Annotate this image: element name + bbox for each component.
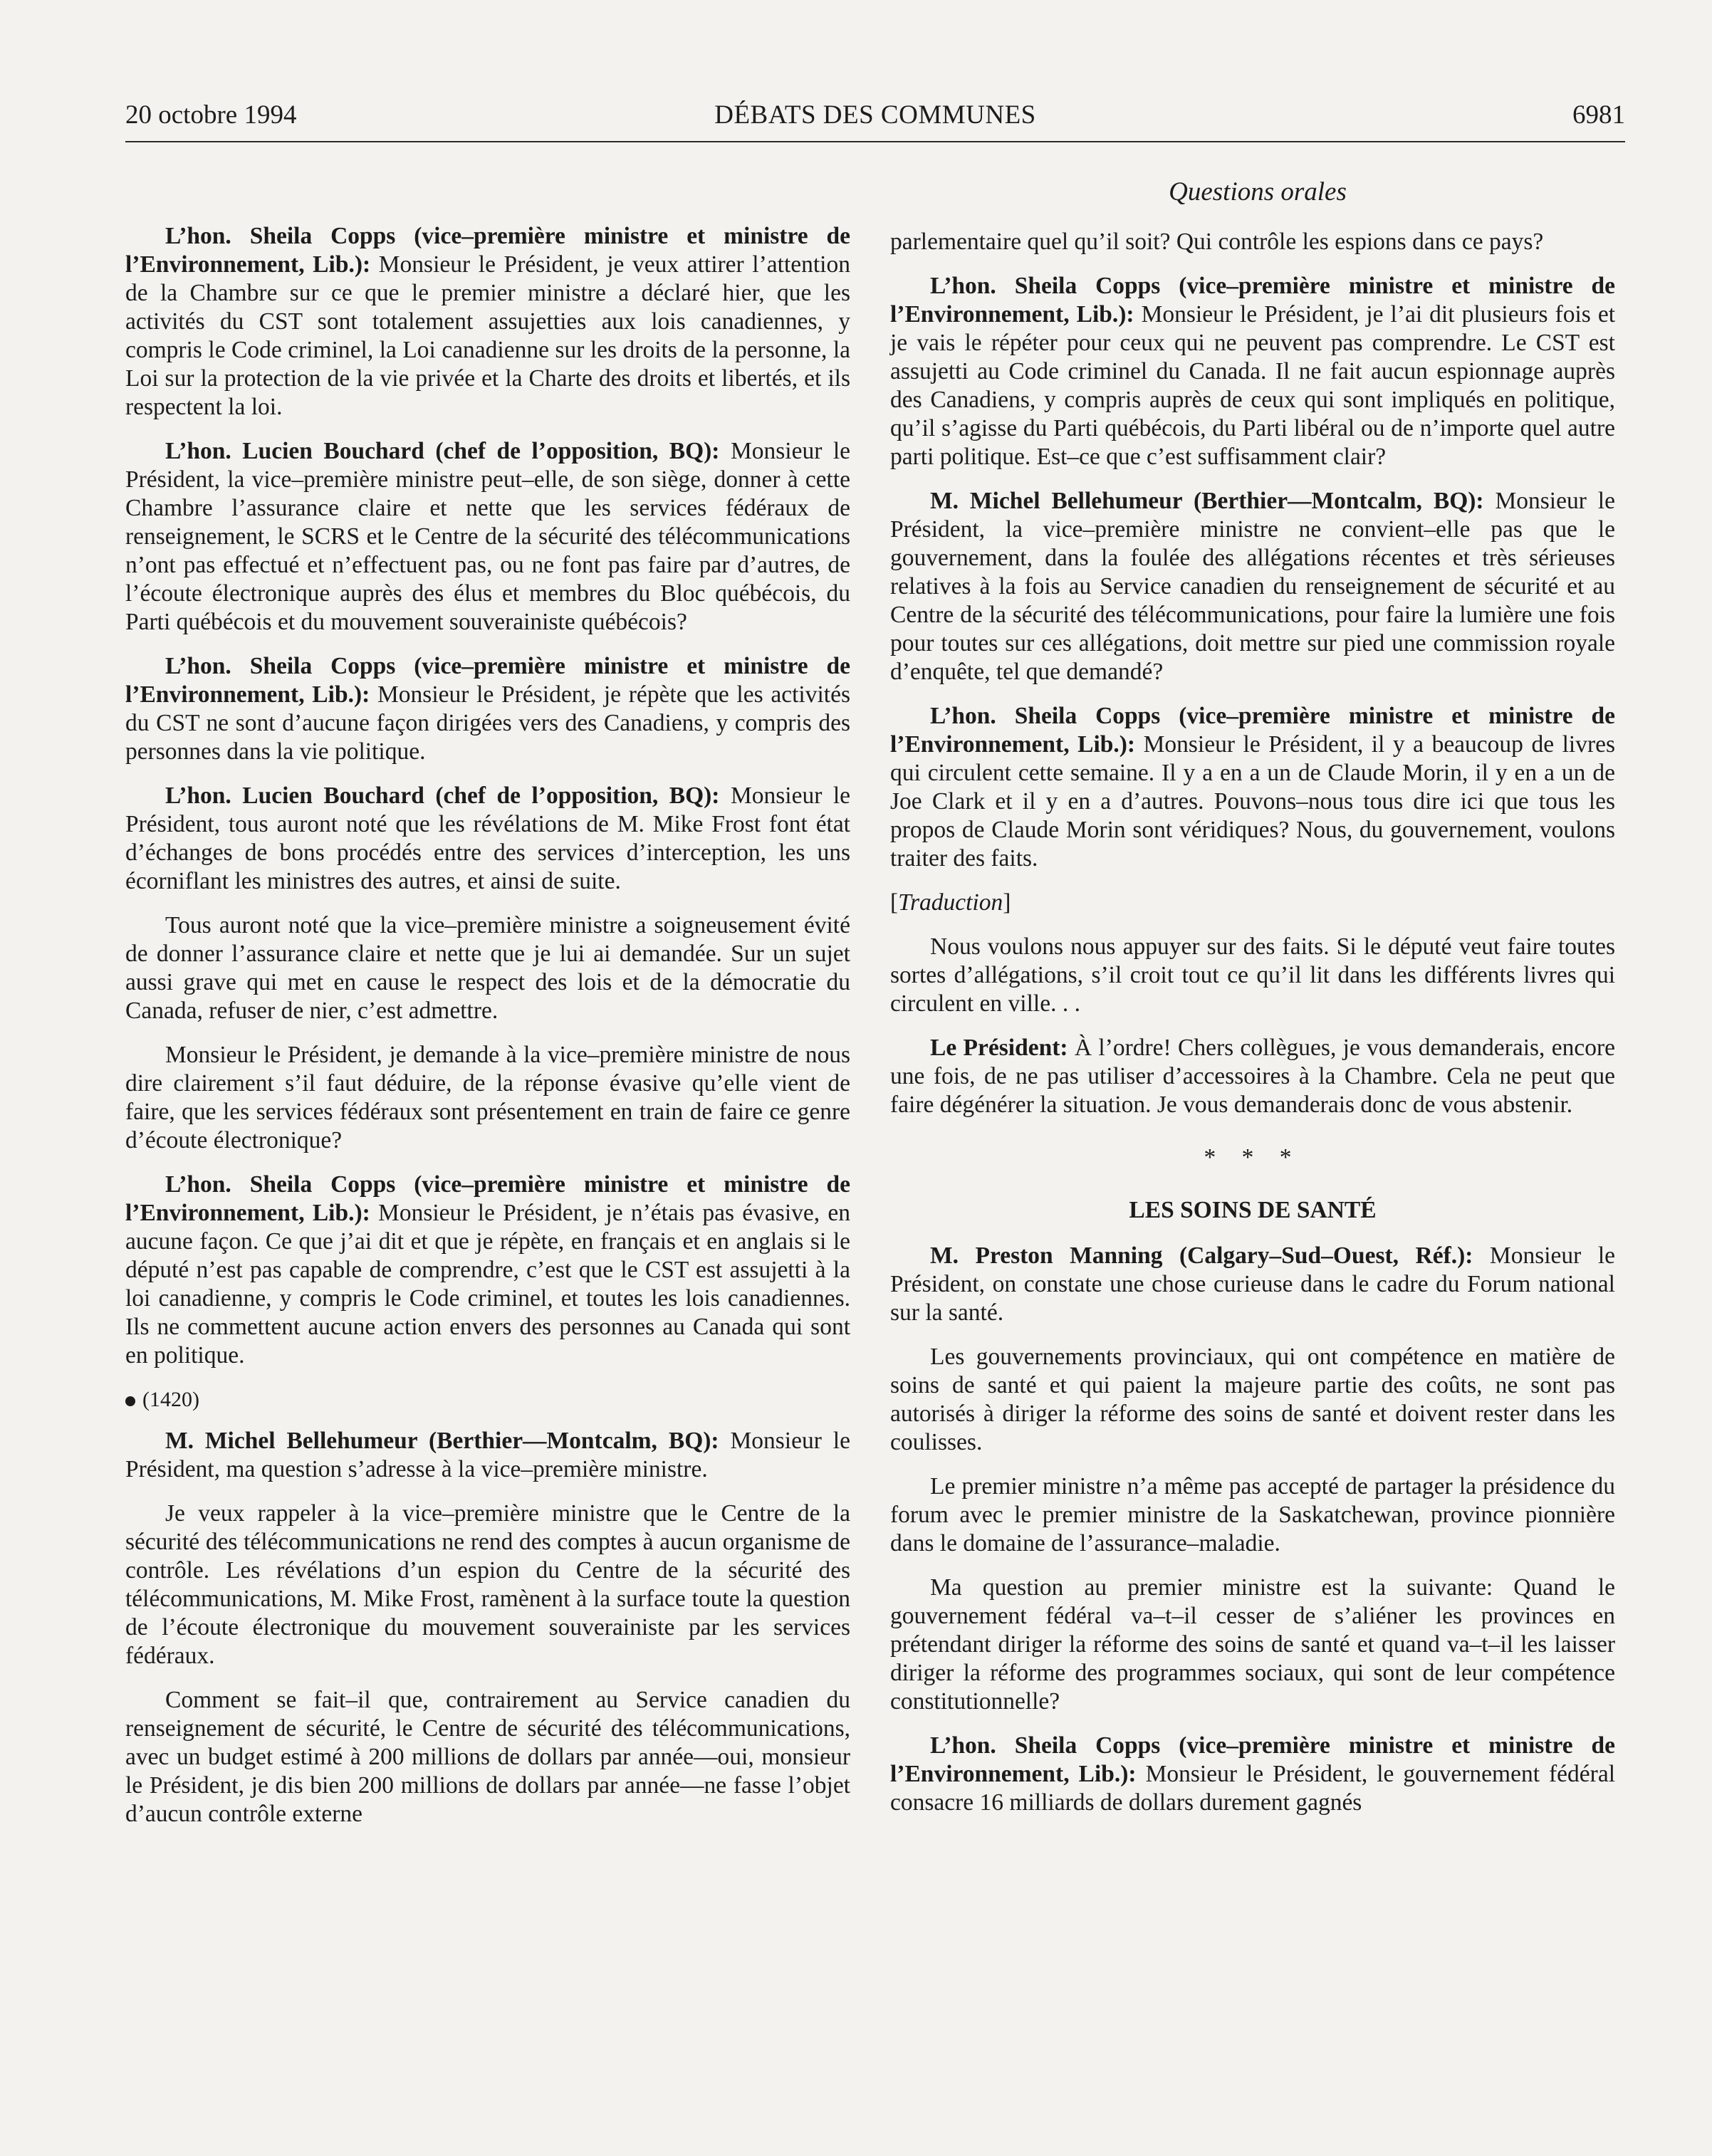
speaker-name: L’hon. Lucien Bouchard (chef de l’opposition, BQ):: [165, 783, 720, 809]
left-column: [125, 222, 850, 1844]
paragraph: Nous voulons nous appuyer sur des faits. Si le député veut faire toutes sortes d’allégations, s’il croit tout ce qu’il lit dans les différents livres qui circulent en ville. . .: [890, 933, 1615, 1017]
speech-text: Monsieur le Président, la vice–première ministre ne convient–elle pas que le gouvernement, dans la foulée des allégations récentes et très sérieuses relatives à la fois au Service canadien du renseignement de sécurité et au Centre de la sécurité des télécommunications, pour faire la lumière une fois pour toutes sur ces allégations, doit mettre sur pied une commission royale d’enquête, tel que demandé?: [890, 488, 1615, 685]
page-header: [125, 100, 1625, 135]
bullet-icon: [125, 1396, 135, 1406]
speaker-name: L’hon. Sheila Copps (vice–première ministre et ministre de l’Environnement, Lib.):: [125, 653, 850, 708]
speech-text: Monsieur le Président, il y a beaucoup de livres qui circulent cette semaine. Il y a en a un de Claude Morin, il y en a un de Joe Clark et il y en a d’autres. Pouvons–nous tous dire ici que tous les propos de Claude Morin sont véridiques? Nous, du gouvernement, voulons traiter des faits.: [890, 731, 1616, 872]
speech-text: Monsieur le Président, tous auront noté que les révélations de M. Mike Frost font état d’échanges de bons procédés entre des services d’interception, les uns écorniflant les ministres des autres, et ainsi de suite.: [125, 783, 850, 894]
paragraph: parlementaire quel qu’il soit? Qui contrôle les espions dans ce pays?: [890, 229, 1544, 255]
speech-text: Monsieur le Président, ma question s’adresse à la vice–première ministre.: [125, 1428, 850, 1482]
paragraph: [890, 1242, 1615, 1327]
paragraph: Le premier ministre n’a même pas accepté de partager la présidence du forum avec le premier ministre de la Saskatchewan, province pionnière dans le domaine de l’assurance–maladie.: [890, 1473, 1615, 1556]
paragraph: Les gouvernements provinciaux, qui ont compétence en matière de soins de santé et qui paient la majeure partie des coûts, ne sont pas autorisés à diriger la réforme des soins de santé et doivent rester dans les coulisses.: [890, 1344, 1615, 1455]
time-marker-text: (1420): [142, 1388, 199, 1411]
speaker-name: M. Michel Bellehumeur (Berthier—Montcalm, BQ):: [930, 488, 1484, 514]
section-label: Questions orales: [1169, 177, 1347, 206]
speaker-name: L’hon. Sheila Copps (vice–première ministre et ministre de l’Environnement, Lib.):: [125, 223, 850, 278]
paragraph: Monsieur le Président, je demande à la vice–première ministre de nous dire clairement s’il faut déduire, de la réponse évasive qu’elle vient de faire, que les services fédéraux sont présentement en train de faire ce genre d’écoute électronique?: [125, 1042, 850, 1153]
header-rule: [125, 141, 1625, 142]
page-number: 6981: [1572, 100, 1625, 130]
speech-text: Monsieur le Président, on constate une chose curieuse dans le cadre du Forum national sur la santé.: [890, 1242, 1615, 1326]
paragraph: [890, 272, 1615, 471]
speaker-name: L’hon. Sheila Copps (vice–première ministre et ministre de l’Environnement, Lib.):: [890, 273, 1615, 328]
paragraph: Tous auront noté que la vice–première ministre a soigneusement évité de donner l’assurance claire et nette que je lui ai demandée. Sur un sujet aussi grave qui met en cause le respect des lois et de la démocratie du Canada, refuser de nier, c’est admettre.: [125, 912, 850, 1024]
speaker-name: L’hon. Sheila Copps (vice–première ministre et ministre de l’Environnement, Lib.):: [890, 1732, 1615, 1787]
speaker-name: L’hon. Sheila Copps (vice–première ministre et ministre de l’Environnement, Lib.):: [890, 703, 1615, 758]
paragraph: [125, 782, 850, 896]
speaker-name: M. Preston Manning (Calgary–Sud–Ouest, Réf.):: [930, 1242, 1473, 1269]
section-heading: LES SOINS DE SANTÉ: [1129, 1197, 1377, 1223]
paragraph: Comment se fait–il que, contrairement au Service canadien du renseignement de sécurité, le Centre de sécurité des télécommunications, avec un budget estimé à 200 millions de dollars par année—oui, monsieur le Président, je dis bien 200 millions de dollars par année—ne fasse l’objet d’aucun contrôle externe: [125, 1687, 850, 1827]
translation-label: Traduction: [898, 889, 1003, 916]
speech-text: Monsieur le Président, la vice–première ministre peut–elle, de son siège, donner à cette Chambre l’assurance claire et nette que les services fédéraux de renseignement, le SCRS et le Centre de la sécurité des télécommunications n’ont pas effectué et n’effectuent pas, ou ne font pas faire par d’autres, de l’écoute électronique auprès des élus et membres du Bloc québécois, du Parti québécois et du mouvement souverainiste québécois?: [125, 438, 850, 635]
paragraph: [890, 1034, 1615, 1119]
speech-text: Monsieur le Président, je l’ai dit plusieurs fois et je vais le répéter pour ceux qui ne peuvent pas comprendre. Le CST est assujetti au Code criminel du Canada. Il ne fait aucun espionnage auprès des Canadiens, y compris auprès de ceux qui sont impliqués en politique, qu’il s’agisse du Parti québécois, du Parti libéral ou de n’importe quel autre parti politique. Est–ce que c’est suffisamment clair?: [890, 301, 1616, 470]
paragraph: [125, 1427, 850, 1484]
speech-text: À l’ordre! Chers collègues, je vous demanderais, encore une fois, de ne pas utiliser d’accessoires à la Chambre. Cela ne peut que faire dégénérer la situation. Je vous demanderais donc de vous abstenir.: [890, 1035, 1616, 1118]
paragraph: Je veux rappeler à la vice–première ministre que le Centre de la sécurité des télécommunications ne rend des comptes à aucun organisme de contrôle. Les révélations d’un espion du Centre de la sécurité des télécommunications, M. Mike Frost, ramènent à la surface toute la question de l’écoute électronique du mouvement souverainiste par les services fédéraux.: [125, 1500, 850, 1669]
time-marker: [125, 1386, 850, 1414]
paragraph: [890, 487, 1615, 686]
header-title: DÉBATS DES COMMUNES: [714, 100, 1036, 130]
speech-text: Monsieur le Président, je répète que les activités du CST ne sont d’aucune façon dirigées vers des Canadiens, y compris des personnes dans la vie politique.: [125, 681, 850, 765]
paragraph: [125, 1171, 850, 1370]
speaker-name: M. Michel Bellehumeur (Berthier—Montcalm, BQ):: [165, 1428, 719, 1454]
translation-note: [Traduction]: [890, 889, 1011, 916]
paragraph: [125, 437, 850, 637]
speech-text: Monsieur le Président, je n’étais pas évasive, en aucune façon. Ce que j’ai dit et que je répète, en français et en anglais si le député n’est pas capable de comprendre, c’est que le CST est assujetti à la loi canadienne, y compris le Code criminel, et toutes les lois canadiennes. Ils ne commettent aucune action envers des personnes au Canada qui sont en politique.: [125, 1200, 850, 1369]
paragraph: [890, 1732, 1615, 1817]
paragraph: [125, 222, 850, 422]
speaker-name: L’hon. Sheila Copps (vice–première ministre et ministre de l’Environnement, Lib.):: [125, 1171, 850, 1226]
speaker-name: Le Président:: [930, 1035, 1068, 1061]
header-date: 20 octobre 1994: [125, 100, 297, 130]
speech-text: Monsieur le Président, le gouvernement fédéral consacre 16 milliards de dollars durement gagnés: [890, 1761, 1616, 1816]
section-separator: * * *: [1204, 1144, 1302, 1171]
right-column: [890, 228, 1615, 1833]
paragraph: [890, 702, 1615, 873]
speaker-name: L’hon. Lucien Bouchard (chef de l’opposition, BQ):: [165, 438, 720, 464]
paragraph: [125, 652, 850, 766]
paragraph: Ma question au premier ministre est la suivante: Quand le gouvernement fédéral va–t–il cesser de s’aliéner les provinces en prétendant diriger la réforme des soins de santé et quand va–t–il les laisser diriger la réforme des programmes sociaux, qui sont de leur compétence constitutionnelle?: [890, 1574, 1615, 1715]
speech-text: Monsieur le Président, je veux attirer l’attention de la Chambre sur ce que le premier ministre a déclaré hier, que les activités du CST sont totalement assujetties aux lois canadiennes, y compris le Code criminel, la Loi canadienne sur les droits de la personne, la Loi sur la protection de la vie privée et la Charte des droits et libertés, et ils respectent la loi.: [125, 251, 850, 420]
